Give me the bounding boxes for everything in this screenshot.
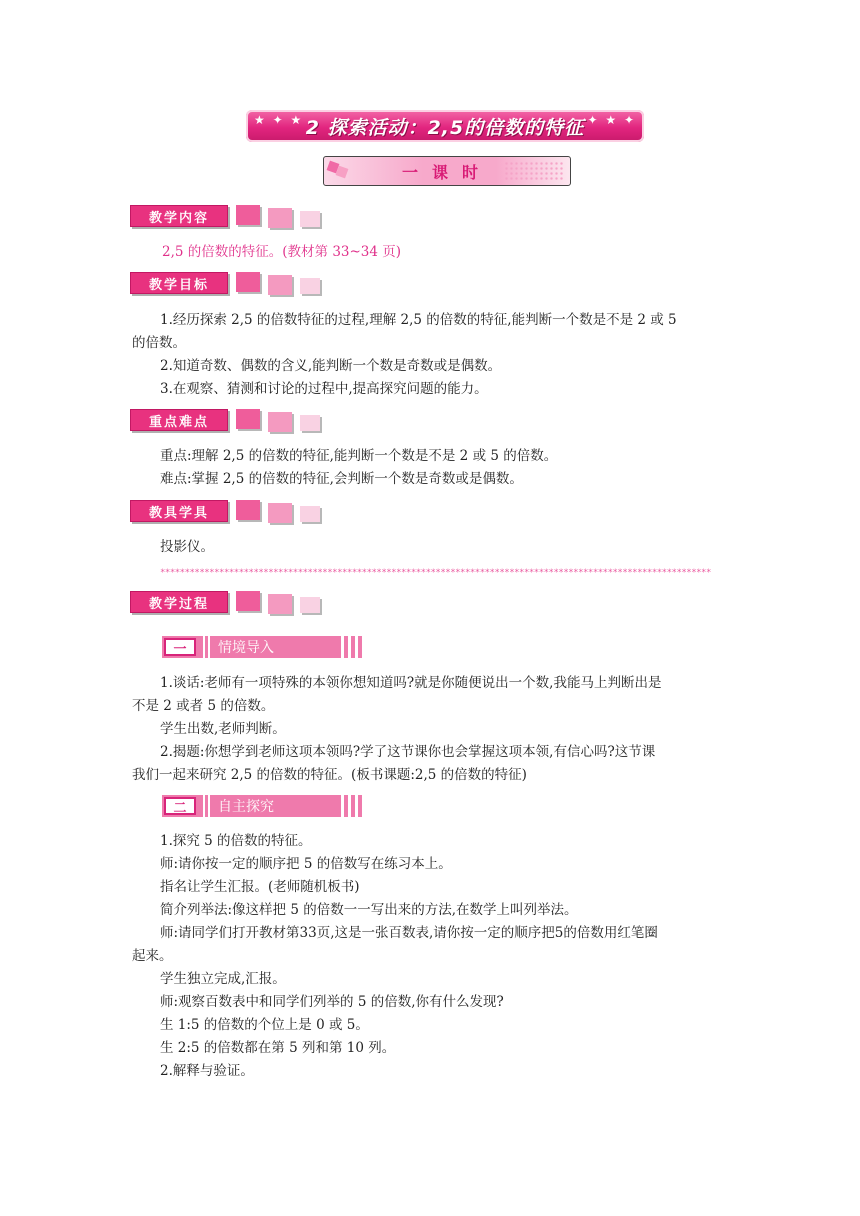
section-label: 重点难点 [130, 409, 228, 431]
section-header-key-points [130, 409, 320, 431]
square-decoration [300, 211, 320, 227]
lesson-subtitle: 一课时 [401, 162, 492, 182]
square-decoration [268, 275, 292, 295]
stripe-decoration [200, 636, 210, 658]
paragraph-line: 生 2:5 的倍数都在第 5 列和第 10 列。 [160, 1040, 396, 1056]
paragraph-line: 我们一起来研究 2,5 的倍数的特征。(板书课题:2,5 的倍数的特征) [132, 767, 527, 783]
paragraph-line: 1.探究 5 的倍数的特征。 [160, 833, 312, 849]
section-header-process [130, 591, 320, 613]
paragraph-line: 师:请同学们打开教材第33页,这是一张百数表,请你按一定的顺序把5的倍数用红笔圈 [160, 925, 658, 941]
section-header-content [130, 205, 320, 227]
square-decoration [268, 208, 292, 228]
square-decoration [236, 409, 260, 429]
section-label: 教学过程 [130, 591, 228, 613]
paragraph-line: 1.谈话:老师有一项特殊的本领你想知道吗?就是你随便说出一个数,我能马上判断出是 [160, 675, 662, 691]
step-bar-intro [162, 636, 362, 658]
square-decoration [300, 597, 320, 613]
goal-line: 3.在观察、猜测和讨论的过程中,提高探究问题的能力。 [160, 381, 488, 397]
paragraph-line: 2.揭题:你想学到老师这项本领吗?学了这节课你也会掌握这项本领,有信心吗?这节课 [160, 744, 656, 760]
square-decoration [300, 278, 320, 294]
stripe-decoration [200, 795, 210, 817]
square-decoration [268, 594, 292, 614]
section-label: 教学目标 [130, 272, 228, 294]
stripe-decoration [337, 636, 358, 658]
goal-line: 1.经历探索 2,5 的倍数特征的过程,理解 2,5 的倍数的特征,能判断一个数是不是 2 或 5 [160, 312, 677, 328]
key-line: 重点:理解 2,5 的倍数的特征,能判断一个数是不是 2 或 5 的倍数。 [160, 448, 558, 464]
section-header-goals [130, 272, 320, 294]
section-header-tools [130, 500, 320, 522]
step-label: 情境导入 [218, 640, 274, 656]
square-decoration [268, 412, 292, 432]
square-decoration [236, 500, 260, 520]
square-decoration [236, 272, 260, 292]
paragraph-line: 学生出数,老师判断。 [160, 721, 286, 737]
star-decoration-left: ★ ✦ ★ [254, 113, 304, 127]
section-label: 教具学具 [130, 500, 228, 522]
paragraph-line: 指名让学生汇报。(老师随机板书) [160, 879, 360, 895]
paragraph-line: 简介列举法:像这样把 5 的倍数一一写出来的方法,在数学上叫列举法。 [160, 902, 578, 918]
goal-line: 的倍数。 [132, 335, 186, 351]
step-number: 二 [164, 797, 196, 815]
content-text: 2,5 的倍数的特征。(教材第 33~34 页) [162, 244, 402, 260]
step-number: 一 [164, 638, 196, 656]
paragraph-line: 生 1:5 的倍数的个位上是 0 或 5。 [160, 1017, 369, 1033]
square-decoration [300, 506, 320, 522]
lesson-subtitle-bar [323, 156, 571, 186]
paragraph-line: 起来。 [132, 948, 173, 964]
title-banner [246, 110, 644, 142]
goal-line: 2.知道奇数、偶数的含义,能判断一个数是奇数或是偶数。 [160, 358, 502, 374]
square-decoration [268, 503, 292, 523]
paragraph-line: 师:观察百数表中和同学们列举的 5 的倍数,你有什么发现? [160, 994, 504, 1010]
dot-pattern-decoration [504, 161, 564, 181]
tools-text: 投影仪。 [160, 539, 214, 555]
paragraph-line: 不是 2 或者 5 的倍数。 [132, 698, 275, 714]
section-label: 教学内容 [130, 205, 228, 227]
star-decoration-right: ✦ ★ ✦ [587, 113, 636, 127]
step-label: 自主探究 [218, 799, 274, 815]
paragraph-line: 学生独立完成,汇报。 [160, 971, 286, 987]
step-bar-explore [162, 795, 362, 817]
square-decoration [236, 205, 260, 225]
star-separator: **************************************************************************************************************** [160, 568, 711, 578]
square-decoration [236, 591, 260, 611]
stripe-decoration [337, 795, 358, 817]
page-title: 2 探索活动：2,5的倍数的特征 [305, 116, 585, 139]
paragraph-line: 2.解释与验证。 [160, 1063, 254, 1079]
key-line: 难点:掌握 2,5 的倍数的特征,会判断一个数是奇数或是偶数。 [160, 471, 523, 487]
paragraph-line: 师:请你按一定的顺序把 5 的倍数写在练习本上。 [160, 856, 452, 872]
diamond-decoration [328, 160, 350, 180]
square-decoration [300, 415, 320, 431]
